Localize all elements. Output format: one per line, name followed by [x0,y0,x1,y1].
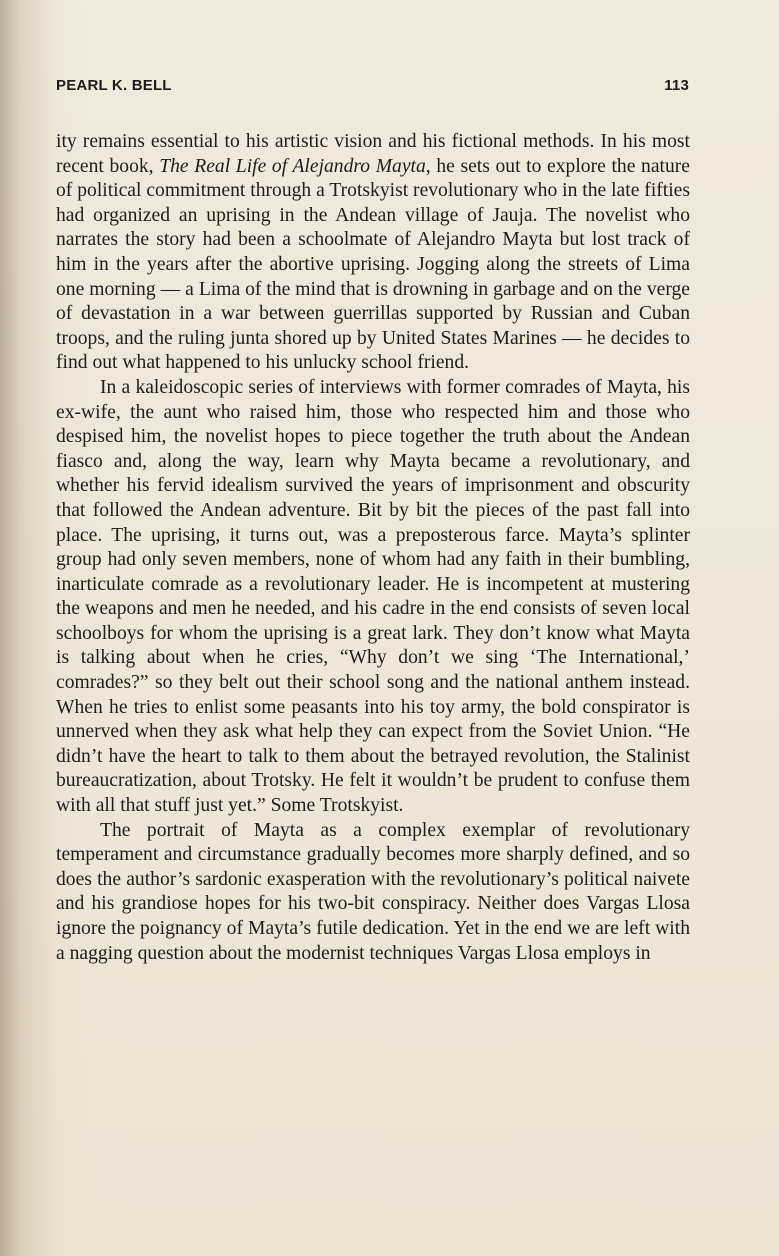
paragraph-2: In a kaleidoscopic series of interviews with former comrades of Mayta, his ex-wife, the aunt who raised him, those who respected him and those who despised him, the novelist hopes to piece together the truth about the Andean fiasco and, along the way, learn why Mayta became a revolutionary, and whether his fervid idealism survived the years of imprisonment and obscurity that followed the Andean adventure. Bit by bit the pieces of the past fall into place. The uprising, it turns out, was a preposterous farce. Mayta’s splinter group had only seven members, none of whom had any faith in their bumbling, inarticulate comrade as a revolutionary leader. He is incompetent at mustering the weapons and men he needed, and his cadre in the end consists of seven local schoolboys for whom the uprising is a great lark. They don’t know what Mayta is talking about when he cries, “Why don’t we sing ‘The International,’ comrades?” so they belt out their school song and the national anthem instead. When he tries to enlist some peasants into his toy army, the bold conspirator is unnerved when they ask what help they can expect from the Soviet Union. “He didn’t have the heart to talk to them about the betrayed revolution, the Stalinist bureaucratization, about Trotsky. He felt it wouldn’t be prudent to confuse them with all that stuff just yet.” Some Trotskyist. [56,376,690,817]
paragraph-1-text-before-title: ity remains essential to his artistic vision and his fictional methods. In his most recent book, [56,131,690,177]
body-text [56,130,690,966]
page-number: 113 [664,77,689,94]
running-head-author: PEARL K. BELL [56,77,172,94]
book-title: The Real Life of Alejandro Mayta [159,155,426,177]
paragraph-1 [56,130,690,376]
running-head [56,77,689,97]
paragraph-1-text-after-title: , he sets out to explore the nature of political commitment through a Trotskyist revolutionary who in the late fifties had organized an uprising in the Andean village of Jauja. The novelist who narrates the story had been a schoolmate of Alejandro Mayta but lost track of him in the years after the abortive uprising. Jogging along the streets of Lima one morning — a Lima of the mind that is drowning in garbage and on the verge of devastation in a war between guerrillas supported by Russian and Cuban troops, and the ruling junta shored up by United States Marines — he decides to find out what happened to his unlucky school friend. [56,155,690,374]
paragraph-3: The portrait of Mayta as a complex exemplar of revolutionary temperament and circumstance gradually becomes more sharply defined, and so does the author’s sardonic exasperation with the revolutionary’s political naivete and his grandiose hopes for his two-bit conspiracy. Neither does Vargas Llosa ignore the poignancy of Mayta’s futile dedication. Yet in the end we are left with a nagging question about the modernist techniques Vargas Llosa employs in [56,819,690,964]
